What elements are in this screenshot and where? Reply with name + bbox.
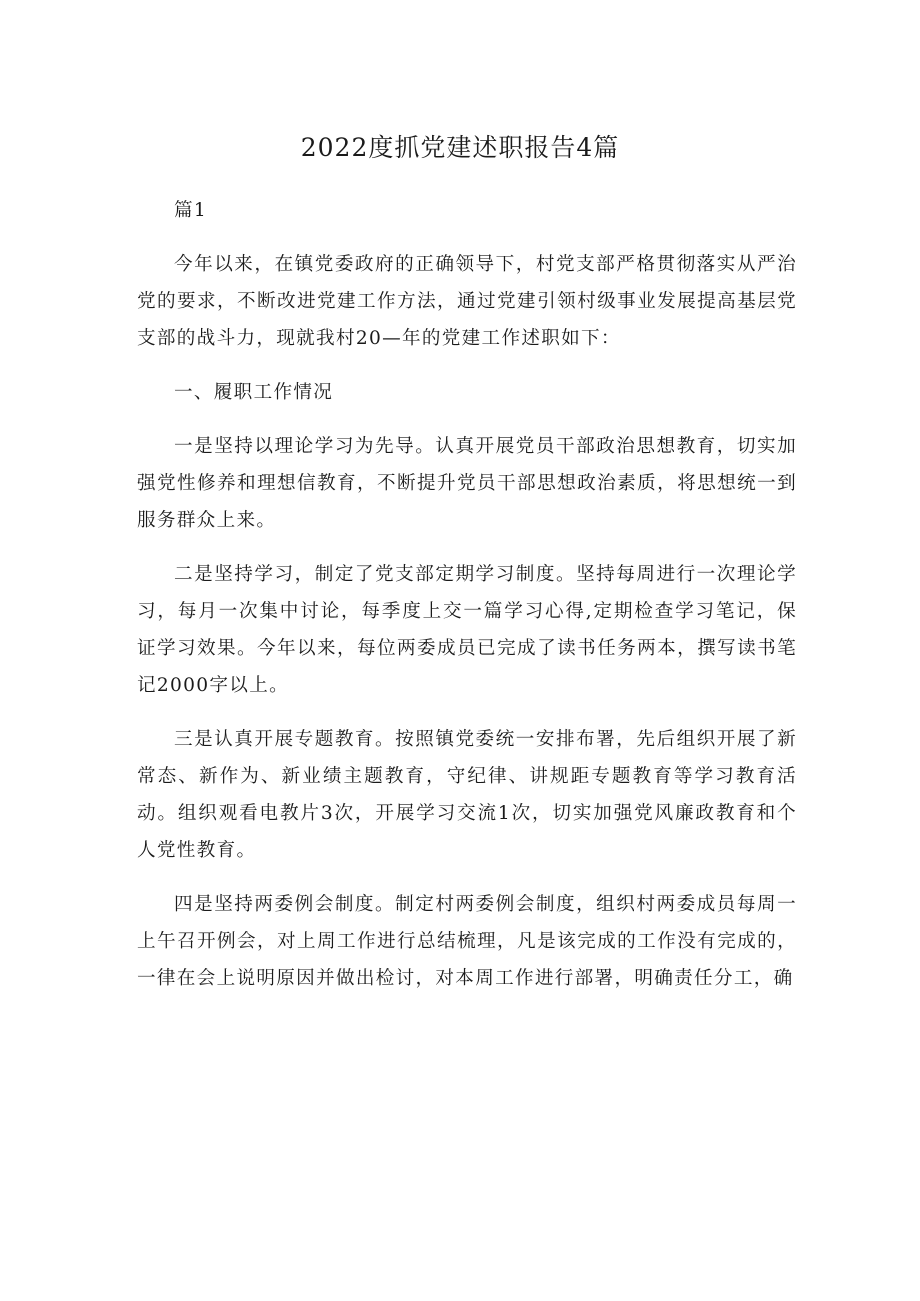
- paragraph-theory-study: 一是坚持以理论学习为先导。认真开展党员干部政治思想教育，切实加强党性修养和理想信教育，不断提升党员干部思想政治素质，将思想统一到服务群众上来。: [137, 436, 797, 531]
- section-label: 篇1: [174, 200, 208, 221]
- paragraph-study-system: 二是坚持学习，制定了党支部定期学习制度。坚持每周进行一次理论学习，每月一次集中讨论，每季度上交一篇学习心得,定期检查学习笔记，保证学习效果。今年以来，每位两委成员已完成了读书任务两本，撰写读书笔记2000字以上。: [137, 564, 797, 696]
- paragraph-meeting-system: 四是坚持两委例会制度。制定村两委例会制度，组织村两委成员每周一上午召开例会，对上周工作进行总结梳理，凡是该完成的工作没有完成的，一律在会上说明原因并做出检讨，对本周工作进行部署，明确责任分工，确: [137, 894, 797, 989]
- section-heading: 一、履职工作情况: [174, 382, 334, 403]
- intro-paragraph: 今年以来，在镇党委政府的正确领导下，村党支部严格贯彻落实从严治党的要求，不断改进党建工作方法，通过党建引领村级事业发展提高基层党支部的战斗力，现就我村20—年的党建工作述职如下：: [137, 254, 797, 349]
- paragraph-special-education: 三是认真开展专题教育。按照镇党委统一安排布署，先后组织开展了新常态、新作为、新业绩主题教育，守纪律、讲规距专题教育等学习教育活动。组织观看电教片3次，开展学习交流1次，切实加强党风廉政教育和个人党性教育。: [137, 729, 797, 861]
- document-title: 2022度抓党建述职报告4篇: [300, 133, 620, 162]
- document-body: [137, 192, 797, 1014]
